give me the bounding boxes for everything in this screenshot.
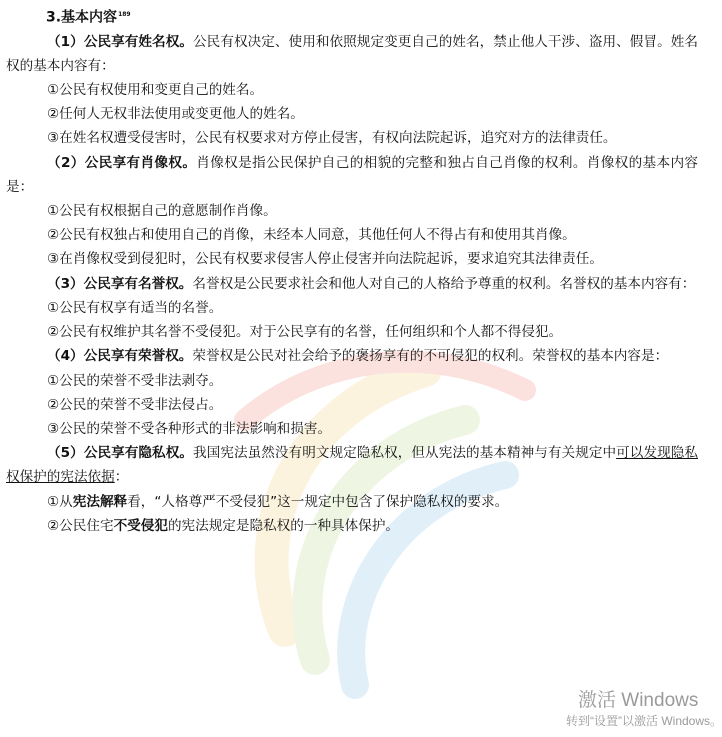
honor-right-item-2: ②公民的荣誉不受非法侵占。 <box>47 396 223 413</box>
privacy-right-body-post: ： <box>114 469 129 486</box>
section-heading: 3.基本内容$^{189}$ <box>46 9 131 26</box>
reputation-right-item-1: ①公民有权享有适当的名誉。 <box>47 299 223 316</box>
portrait-right-item-1: ①公民有权根据自己的意愿制作肖像。 <box>47 203 277 220</box>
portrait-right-item-2: ②公民有权独占和使用自己的肖像，未经本人同意，其他任何人不得占有和使用其肖像。 <box>47 227 576 244</box>
privacy-right-item-2: ②公民住宅不受侵犯的宪法规定是隐私权的一种具体保护。 <box>47 517 400 534</box>
honor-right-title: （4）公民享有荣誉权。 <box>47 348 193 365</box>
privacy-right-item-1: ①从宪法解释看，“人格尊严不受侵犯”这一规定中包含了保护隐私权的要求。 <box>47 493 509 510</box>
privacy-item-1-bold: 宪法解释 <box>72 493 128 510</box>
name-right-title: （1）公民享有姓名权。 <box>47 33 194 50</box>
reputation-right-title: （3）公民享有名誉权。 <box>47 275 193 292</box>
activation-line-2: 转到“设置”以激活 Windows。 <box>566 714 722 728</box>
name-right-item-1: ①公民有权使用和变更自己的姓名。 <box>47 82 264 99</box>
name-right-item-2: ②任何人无权非法使用或变更他人的姓名。 <box>47 106 304 123</box>
document-page <box>6 3 698 538</box>
name-right-body: 公民有权决定、使用和依照规定变更自己的姓名，禁止他人干涉、盗用、假冒。姓名权的基本内容有： <box>6 33 698 74</box>
privacy-right-title: （5）公民享有隐私权。 <box>47 445 194 462</box>
privacy-right-body-underlined: 可以发现隐私权保护的宪法依据 <box>6 445 698 486</box>
name-right-item-3: ③在姓名权遭受侵害时，公民有权要求对方停止侵害，有权向法院起诉，追究对方的法律责任。 <box>47 130 617 147</box>
portrait-right-paragraph <box>6 151 698 199</box>
privacy-item-2-bold: 不受侵犯 <box>113 517 168 534</box>
honor-right-item-1: ①公民的荣誉不受非法剥夺。 <box>47 372 223 389</box>
name-right-paragraph <box>6 30 698 78</box>
portrait-right-title: （2）公民享有肖像权。 <box>47 154 197 171</box>
activation-line-1: 激活 Windows <box>578 690 699 711</box>
reputation-right-paragraph <box>6 272 698 296</box>
windows-activation-watermark <box>566 690 722 730</box>
reputation-right-item-2: ②公民有权维护其名誉不受侵犯。对于公民享有的名誉，任何组织和个人都不得侵犯。 <box>47 324 563 341</box>
portrait-right-body: 肖像权是指公民保护自己的相貌的完整和独占自己肖像的权利。肖像权的基本内容是： <box>6 154 698 195</box>
footnote-marker: 189 <box>118 11 131 18</box>
honor-right-item-3: ③公民的荣誉不受各种形式的非法影响和损害。 <box>47 420 332 437</box>
reputation-right-body: 名誉权是公民要求社会和他人对自己的人格给予尊重的权利。名誉权的基本内容有： <box>192 275 696 292</box>
portrait-right-item-3: ③在肖像权受到侵犯时，公民有权要求侵害人停止侵害并向法院起诉，要求追究其法律责任。 <box>47 251 603 268</box>
privacy-right-paragraph <box>6 441 698 489</box>
honor-right-body: 荣誉权是公民对社会给予的褒扬享有的不可侵犯的权利。荣誉权的基本内容是： <box>192 348 669 365</box>
honor-right-paragraph <box>6 344 698 368</box>
privacy-right-body-pre: 我国宪法虽然没有明文规定隐私权，但从宪法的基本精神与有关规定中 <box>193 445 617 462</box>
